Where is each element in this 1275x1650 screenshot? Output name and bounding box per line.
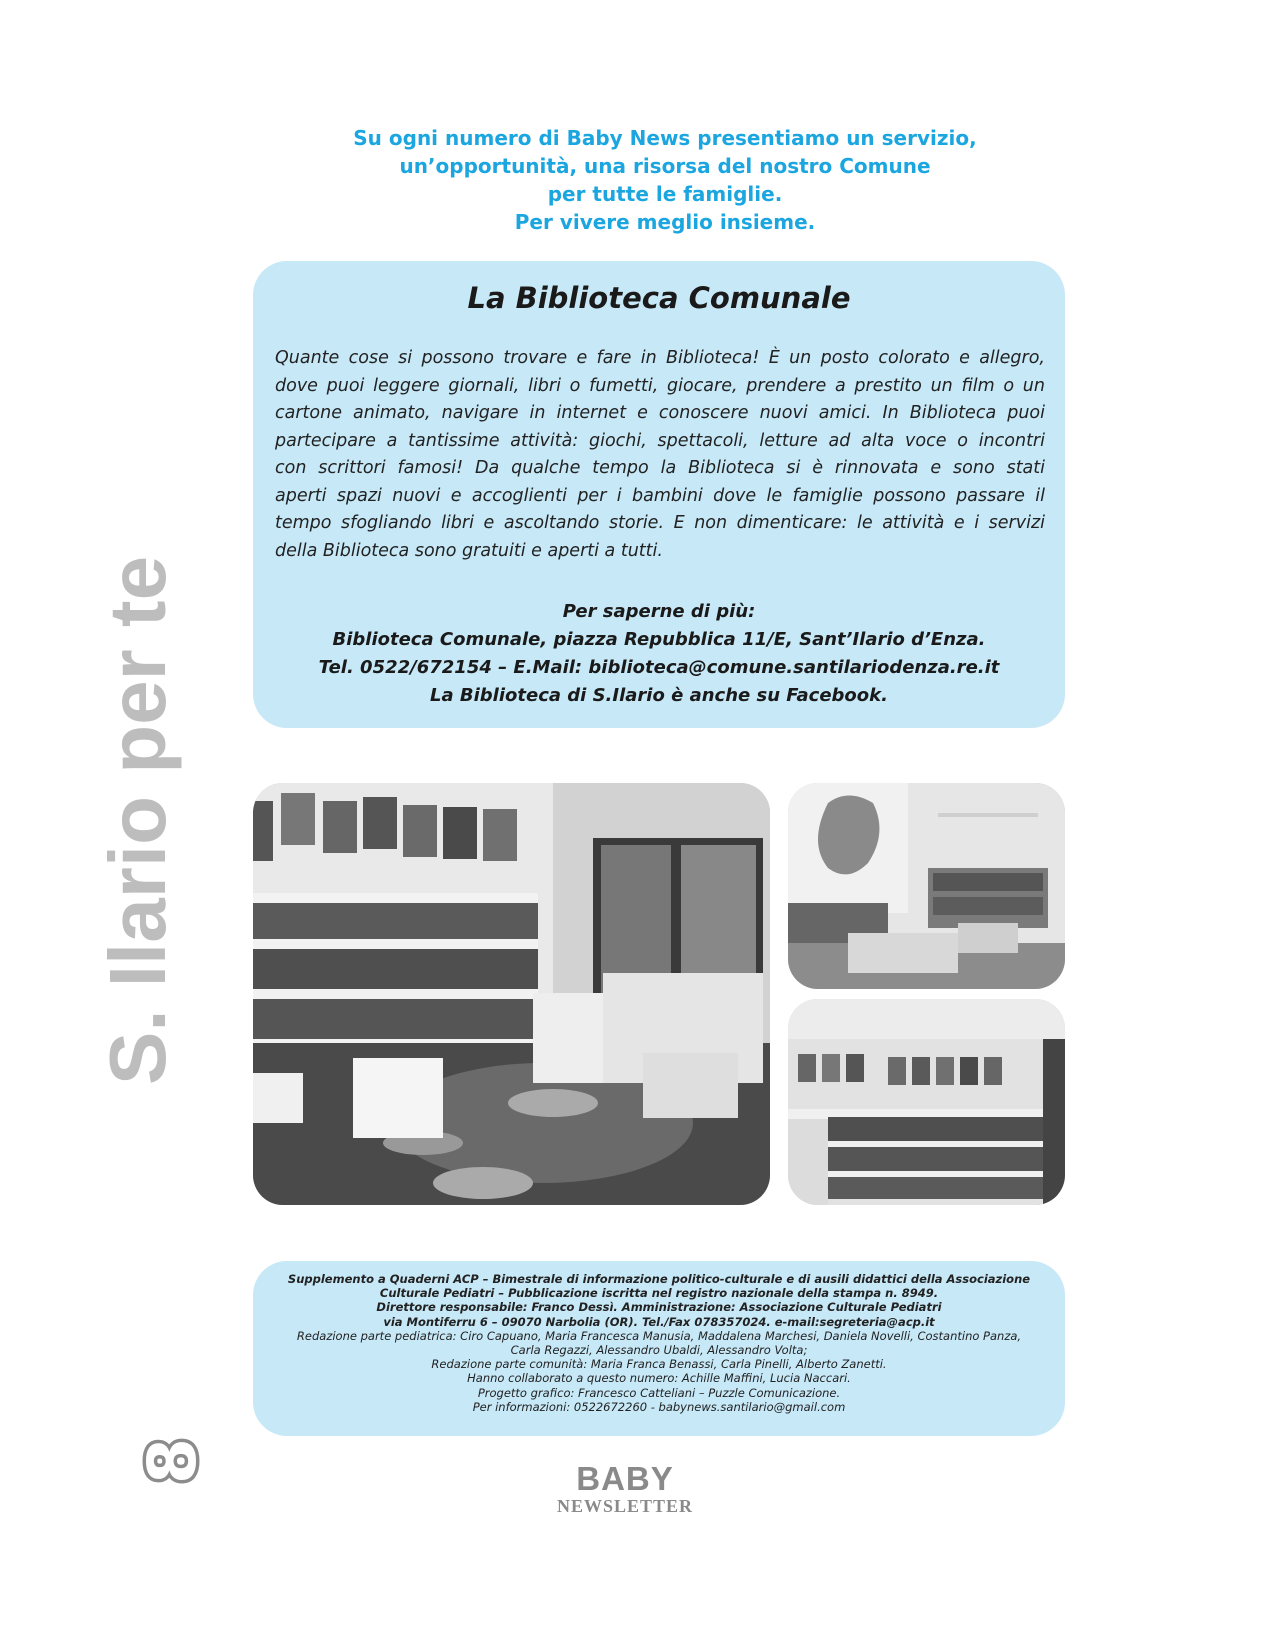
colophon-line: Per informazioni: 0522672260 - babynews.santilario@gmail.com [472, 1399, 846, 1414]
body-line: tempo sfogliando libri e ascoltando storie. E non dimenticare: le attività e i servizi [275, 513, 1045, 533]
intro-line: Per vivere meglio insieme. [514, 210, 816, 234]
library-photo-mural [788, 783, 1065, 989]
library-photo-main [253, 783, 770, 1205]
article-box [253, 261, 1065, 728]
more-info-facebook: La Biblioteca di S.Ilario è anche su Facebook. [430, 685, 888, 706]
colophon-line: Redazione parte pediatrica: Ciro Capuano, Maria Francesca Manusia, Maddalena Marchesi, Daniela Novelli, Costantino Panza, [296, 1328, 1022, 1343]
body-line: Quante cose si possono trovare e fare in Biblioteca! È un posto colorato e allegro, [275, 348, 1045, 368]
body-line: aperti spazi nuovi e accoglienti per i bambini dove le famiglie possono passare il [275, 485, 1045, 506]
body-line: dove puoi leggere giornali, libri o fumetti, giocare, prendere a prestito un film o un [275, 375, 1045, 396]
more-info-contacts: Tel. 0522/672154 – E.Mail: biblioteca@comune.santilariodenza.re.it [318, 657, 1000, 678]
colophon-line: Supplemento a Quaderni ACP – Bimestrale di informazione politico-culturale e di ausili didattici della Associazione [287, 1272, 1031, 1286]
page-number: 8 [133, 1438, 211, 1484]
body-line: della Biblioteca sono gratuiti e aperti a tutti. [275, 540, 663, 561]
more-info-address: Biblioteca Comunale, piazza Repubblica 11/E, Sant’Ilario d’Enza. [332, 629, 986, 650]
more-info-heading: Per saperne di più: [562, 601, 756, 622]
library-photo-shelves [788, 999, 1065, 1205]
colophon-line: Culturale Pediatri – Pubblicazione iscritta nel registro nazionale della stampa n. 8949. [379, 1286, 939, 1301]
intro-line: Su ogni numero di Baby News presentiamo un servizio, [353, 126, 977, 150]
more-info [253, 598, 1065, 710]
body-line: con scrittori famosi! Da qualche tempo la Biblioteca si è rinnovata e sono stati [275, 458, 1045, 478]
colophon-line: Redazione parte comunità: Maria Franca Benassi, Carla Pinelli, Alberto Zanetti. [431, 1357, 887, 1372]
body-line: cartone animato, navigare in internet e conoscere nuovi amici. In Biblioteca puoi [275, 403, 1045, 423]
colophon [253, 1272, 1065, 1414]
intro-text [230, 124, 1100, 236]
colophon-box [253, 1261, 1065, 1436]
article-body [275, 345, 1045, 565]
intro-line: per tutte le famiglie. [547, 182, 783, 206]
colophon-line: Hanno collaborato a questo numero: Achille Maffini, Lucia Naccari. [467, 1371, 851, 1386]
section-sidebar-label: S. Ilario per te [93, 555, 182, 1085]
article-title: La Biblioteca Comunale [467, 281, 851, 315]
colophon-line: Carla Regazzi, Alessandro Ubaldi, Alessandro Volta; [510, 1343, 808, 1358]
logo-line-1: BABY [576, 1460, 674, 1497]
body-line: partecipare a tantissime attività: giochi, spettacoli, letture ad alta voce o incontri [275, 430, 1045, 451]
colophon-line: Progetto grafico: Francesco Catteliani – Puzzle Comunicazione. [477, 1385, 841, 1400]
logo-line-2: NEWSLETTER [556, 1496, 694, 1516]
colophon-line: Direttore responsabile: Franco Dessì. Amministrazione: Associazione Culturale Pediatri [376, 1300, 942, 1315]
colophon-line: via Montiferru 6 – 09070 Narbolia (OR). Tel./Fax 078357024. e-mail:segreteria@acp.it [383, 1314, 935, 1329]
baby-newsletter-logo [555, 1462, 695, 1516]
intro-line: un’opportunità, una risorsa del nostro Comune [399, 154, 931, 178]
